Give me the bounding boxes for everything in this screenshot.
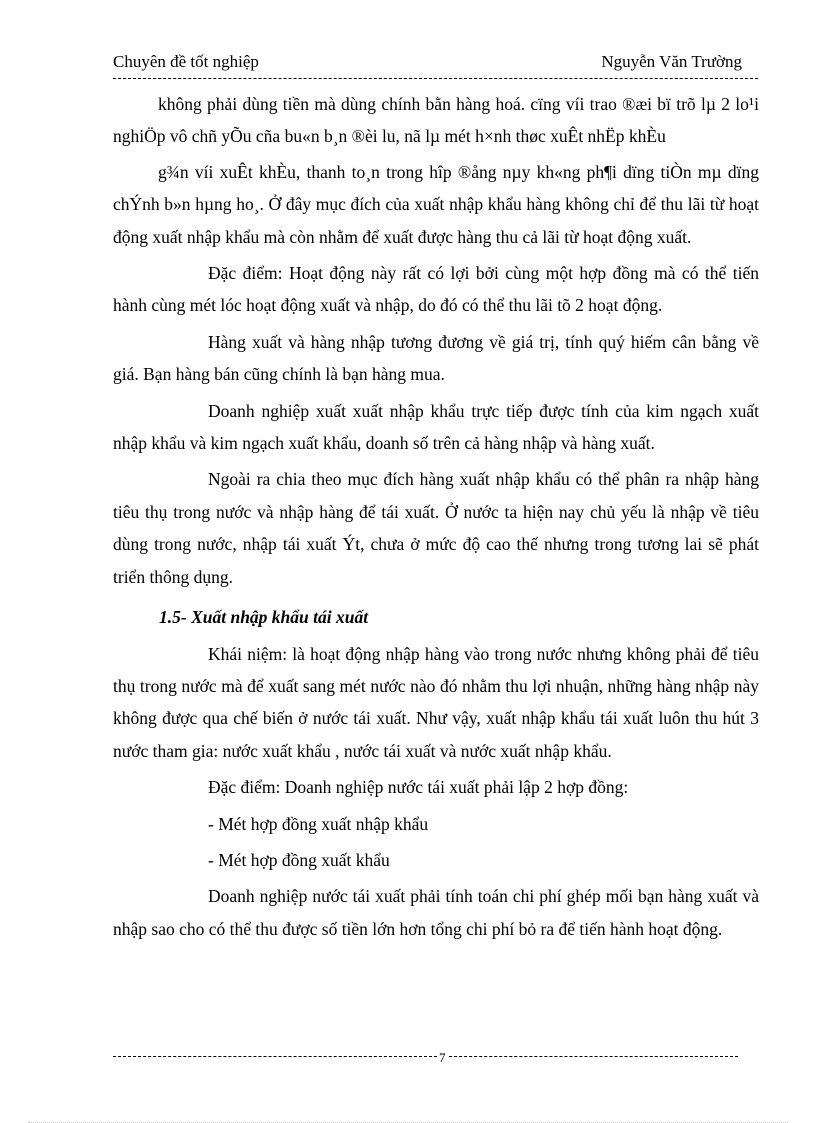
paragraph: Đặc điểm: Doanh nghiệp nước tái xuất phải lập 2 hợp đồng: [208, 777, 629, 798]
page-number: 7 [439, 1050, 446, 1065]
list-item: - Mét hợp đồng xuất khẩu [208, 849, 390, 870]
paragraph: Đặc điểm: Hoạt động này rất có lợi bởi cùng một hợp đồng mà có thể tiến hành cùng mét lóc hoạt động xuất và nhập, do đó có thể thu lãi tõ 2 hoạt động. [113, 263, 759, 316]
paragraph: Hàng xuất và hàng nhập tương đương về giá trị, tính quý hiếm cân bằng về giá. Bạn hàng bán cũng chính là bạn hàng mua. [113, 331, 759, 385]
header-document-title: Chuyên đề tốt nghiệp [113, 52, 259, 71]
document-body [113, 88, 759, 945]
section-heading: 1.5- Xuất nhập khẩu tái xuất [159, 607, 369, 628]
paragraph: không phải dùng tiền mà dùng chính bằn hàng hoá. cïng víi trao ®æi bï trõ lµ 2 lo¹i nghiÖp vô chñ yÕu cña bu«n b¸n ®èi lu, nã lµ mét h×nh thøc xuÊt nhËp khÈu [113, 94, 759, 147]
header-author: Nguyễn Văn Trường [601, 52, 742, 71]
paragraph: Khái niệm: là hoạt động nhập hàng vào trong nước nhưng không phải để tiêu thụ trong nước mà để xuất sang mét nước nào đó nhằm thu lợi nhuận, những hàng nhập này không được qua chế biến ở nước tái xuất. Như vậy, xuất nhập khẩu tái xuất luôn thu hút 3 nước tham gia: nước xuất khẩu , nước tái xuất và nước xuất nhập khẩu. [113, 643, 759, 761]
page-header [113, 52, 758, 79]
paragraph: g¾n víi xuÊt khÈu, thanh to¸n trong hîp ®ång nµy kh«ng ph¶i dïng tiÒn mµ dïng chÝnh b»n hµng ho¸. Ở đây mục đích của xuất nhập khẩu hàng không chỉ để thu lãi từ hoạt động xuất nhập khẩu mà còn nhằm để xuất được hàng thu cả lãi từ hoạt động xuất. [113, 161, 759, 247]
list-item: - Mét hợp đồng xuất nhập khẩu [208, 813, 429, 834]
paragraph: Doanh nghiệp nước tái xuất phải tính toán chi phí ghép mối bạn hàng xuất và nhập sao cho có thể thu được số tiền lớn hơn tổng chi phí bỏ ra để tiến hành hoạt động. [113, 886, 759, 939]
footer-divider [113, 1056, 738, 1057]
paragraph: Ngoài ra chia theo mục đích hàng xuất nhập khẩu có thể phân ra nhập hàng tiêu thụ trong nước và nhập hàng để tái xuất. Ở nước ta hiện nay chủ yếu là nhập về tiêu dùng trong nước, nhập tái xuất Ýt, chưa ở mức độ cao thế nhưng trong tương lai sẽ phát triển thông dụng. [113, 469, 759, 587]
paragraph: Doanh nghiệp xuất xuất nhập khẩu trực tiếp được tính của kim ngạch xuất nhập khẩu và kim ngạch xuất khẩu, doanh số trên cả hàng nhập và hàng xuất. [113, 400, 759, 454]
